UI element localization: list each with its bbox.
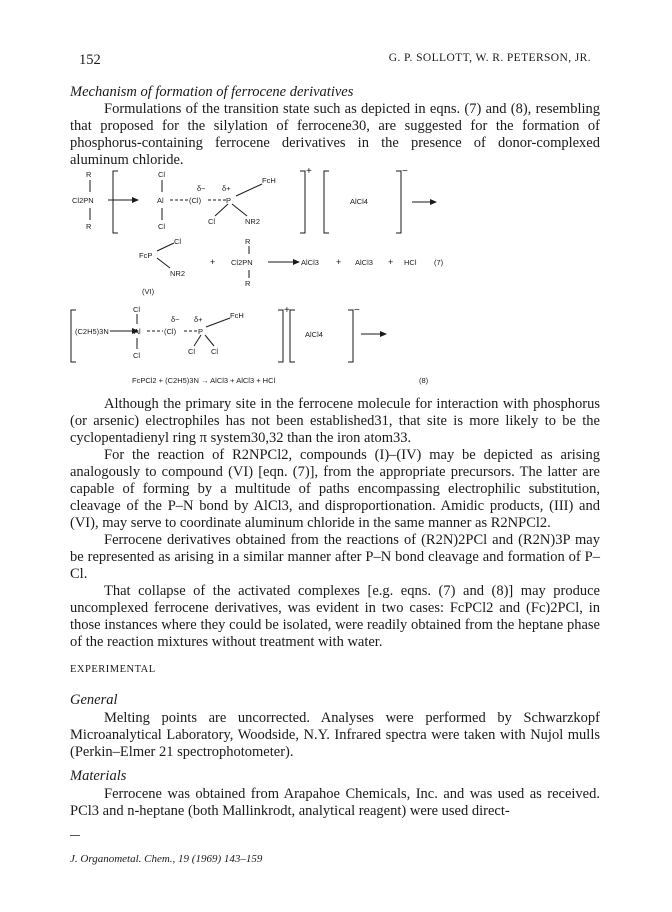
cl-bridge-label: (Cl)	[189, 196, 202, 205]
paragraph-ferrocene-derivatives: Ferrocene derivatives obtained from the reactions of (R2N)2PCl and (R2N)3P may be represented as arising in a similar manner after P–N bond cleavage and formation of P–Cl.	[70, 532, 600, 582]
p-label: P	[226, 196, 232, 205]
alcl4-label: AlCl4	[305, 330, 323, 339]
alcl3-b-label: AlCl3	[355, 258, 373, 267]
charge-plus: +	[306, 166, 312, 177]
alcl3-label: AlCl3	[301, 258, 319, 267]
paragraph-intro: Formulations of the transition state such as depicted in eqns. (7) and (8), resembling that proposed for the silylation of ferrocene30, are suggested for the formation of phosphorus-containing ferrocene derivatives in the presence of donor-complexed aluminum chloride.	[70, 101, 600, 168]
r-top-label: R	[86, 170, 92, 179]
plus-sign-2: +	[336, 257, 342, 267]
paragraph-reaction-r2npcl2: For the reaction of R2NPCl2, compounds (I)–(IV) may be depicted as arising analogously to compound (VI) [eqn. (7)], from the appropriate precursors. The latter are capable of forming by a multitude of paths encompassing electrophilic substitution, cleavage of the P–N bond by AlCl3, and disproportionation. Amidic products, (III) and (VI), may serve to coordinate aluminum chloride in the same manner as R2NPCl2.	[70, 447, 600, 531]
fch-label: FcH	[262, 176, 276, 185]
charge-plus: +	[284, 306, 290, 316]
journal-footer: J. Organometal. Chem., 19 (1969) 143–159	[70, 853, 263, 865]
hcl-label: HCl	[404, 258, 417, 267]
cl-bottom-label: Cl	[158, 222, 166, 231]
paragraph-collapse: That collapse of the activated complexes [e.g. eqns. (7) and (8)] may produce uncomplexed ferrocene derivatives, was evident in two cases: FcPCl2 and (Fc)2PCl, in those instances where they could be isolated, were readily obtained from the heptane phase of the reaction mixtures without treatment with water.	[70, 583, 600, 650]
product-nr2-label: NR2	[170, 269, 186, 278]
cl-top-label: Cl	[158, 170, 166, 179]
compound-vi-label: (VI)	[142, 287, 155, 296]
equation-number-8: (8)	[419, 376, 429, 385]
al-label: Al	[157, 196, 164, 205]
cl-b-label: Cl	[211, 347, 219, 356]
footer-rule	[70, 835, 80, 836]
delta-plus-label: δ+	[222, 184, 231, 193]
cl-on-p-label: Cl	[208, 217, 216, 226]
running-header-authors: G. P. SOLLOTT, W. R. PETERSON, JR.	[388, 52, 591, 64]
section-title-mechanism: Mechanism of formation of ferrocene derivatives	[70, 84, 354, 100]
delta-plus-label: δ+	[194, 315, 203, 324]
r-product-top: R	[245, 237, 251, 246]
paragraph-general: Melting points are uncorrected. Analyses were performed by Schwarzkopf Microanalytical Laboratory, Woodside, N.Y. Infrared spectra were taken with Nujol mulls (Perkin–Elmer 21 spectrophotometer).	[70, 710, 600, 760]
equation-number-7: (7)	[434, 258, 444, 267]
paragraph-materials: Ferrocene was obtained from Arapahoe Chemicals, Inc. and was used as received. PCl3 and n-heptane (both Mallinkrodt, analytical reagent) were used direct-	[70, 786, 600, 819]
fcp-product-label: FcP	[139, 251, 153, 260]
charge-minus: −	[354, 306, 360, 316]
cl-top-label: Cl	[133, 306, 141, 314]
cl2pn-product-label: Cl2PN	[231, 258, 253, 267]
reaction-scheme-8	[70, 306, 610, 390]
product-line-8: FcPCl2 + (C2H5)3N → AlCl3 + AlCl3 + HCl	[132, 376, 276, 385]
fch-label: FcH	[230, 311, 244, 320]
cl-bridge-label: (Cl)	[164, 327, 177, 336]
reaction-scheme-7	[70, 166, 610, 304]
experimental-heading: EXPERIMENTAL	[70, 664, 156, 675]
plus-sign-3: +	[388, 257, 394, 267]
subsection-title-general: General	[70, 692, 118, 708]
delta-minus-label: δ−	[171, 315, 180, 324]
page-number: 152	[79, 52, 101, 68]
alcl4-label: AlCl4	[350, 197, 368, 206]
et3n-label: (C2H5)3N	[75, 327, 109, 336]
cl2pn-label: Cl2PN	[72, 196, 94, 205]
cl-a-label: Cl	[188, 347, 196, 356]
cl-bottom-label: Cl	[133, 351, 141, 360]
al-label: Al	[134, 327, 141, 336]
p-label: P	[198, 327, 204, 336]
r-product-bottom: R	[245, 279, 251, 288]
subsection-title-materials: Materials	[70, 768, 127, 784]
nr2-label: NR2	[245, 217, 261, 226]
r-bottom-label: R	[86, 222, 92, 231]
paragraph-primary-site: Although the primary site in the ferrocene molecule for interaction with phosphorus (or arsenic) electrophiles has not been established31, that site is more likely to be the cyclopentadienyl ring π system30,32 than the iron atom33.	[70, 396, 600, 446]
charge-minus: −	[402, 166, 408, 177]
product-cl-label: Cl	[174, 237, 182, 246]
delta-minus-label: δ−	[197, 184, 206, 193]
plus-sign-1: +	[210, 257, 216, 267]
